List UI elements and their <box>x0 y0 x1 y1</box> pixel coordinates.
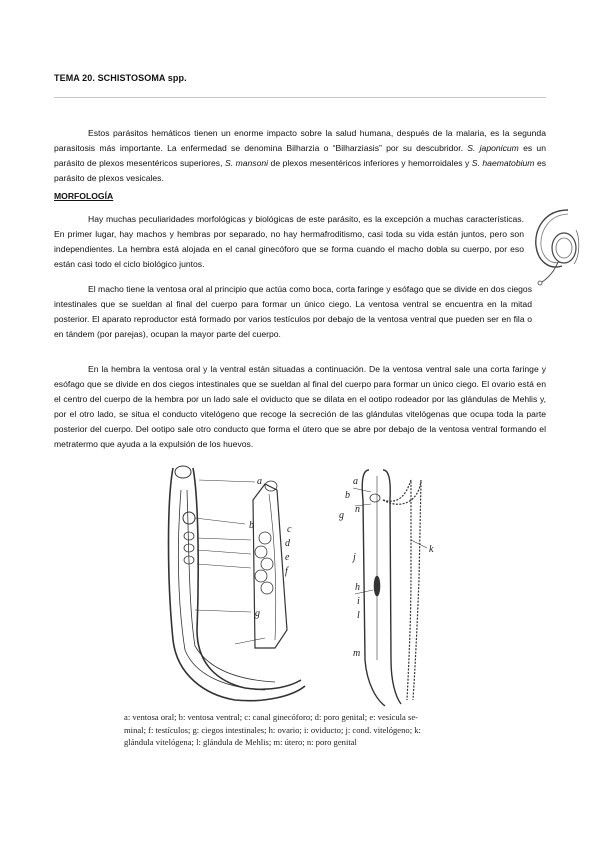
label-d-left: d <box>285 538 290 549</box>
macho-paragraph <box>54 282 532 342</box>
label-f-left: f <box>285 566 288 577</box>
label-b-left: b <box>249 520 254 531</box>
hembra-text: En la hembra la ventosa oral y la ventral están situadas a continuación. De la ventosa ventral sale una corta faringe y esófago que se divide en dos ciegos intestinales que se sueldan al final del cuerpo para formar un único ciego. El ovario está en el centro del cuerpo de la hembra por un lado sale el oviducto que se dilata en el ootipo rodeador por las glándulas de Mehlis y, por el otro lado, se situa el conducto vitelógeno que recoge la secreción de las glándulas vitelógenas que ocupa toda la parte posterior del cuerpo. Del ootipo sale otro conducto que forma el útero que se abre por debajo de la ventosa ventral formando el metratermo que ayuda a la expulsión de los huevos. <box>54 364 546 450</box>
intro-text-4: es parásito de plexos vesicales. <box>54 158 547 184</box>
caption-line-1: a: ventosa oral; b: ventosa ventral; c: canal ginecóforo; d: poro genital; e: vesícula se- <box>124 712 418 722</box>
label-i-right: i <box>357 596 360 607</box>
caption-line-3: glándula vitelógena; l: glándula de Mehlis; m: útero; n: poro genital <box>124 737 357 748</box>
species-japonicum: S. japonicum <box>467 143 519 154</box>
figure-caption <box>124 711 544 749</box>
intro-paragraph <box>54 126 546 186</box>
section-heading-morfologia: MORFOLOGÍA <box>54 191 114 201</box>
caption-line-2: minal; f: testículos; g: ciegos intestinales; h: ovario; i: oviducto; j: cond. vitelógeno; k: <box>124 724 421 735</box>
label-n-right: n <box>355 504 360 515</box>
label-h-right: h <box>355 582 360 593</box>
macho-text: El macho tiene la ventosa oral al principio que actúa como boca, corta faringe y esófago que se divide en dos ciegos intestinales que se sueldan al final del cuerpo para formar un único ciego. La ventosa ventral se encuentra en la mitad posterior. El aparato reproductor está formado por varios testículos por debajo de la ventosa ventral que pueden ser en fila o en tándem (por parejas), ocupan la mayor parte del cuerpo. <box>54 284 532 340</box>
label-a-right: a <box>353 476 358 487</box>
schistosoma-anatomy-figure <box>115 460 535 710</box>
morfologia-text: Hay muchas peculiaridades morfológicas y biológicas de este parásito, es la excepción a muchas características. En primer lugar, hay machos y hembras por separado, no hay hermafroditismo, casi toda su vida están juntos, pero son independientes. La hembra está alojada en el canal ginecóforo que se forma cuando el macho dobla su cuerpo, por eso están casi todo el ciclo biológico juntos. <box>54 214 524 270</box>
label-l-right: l <box>357 610 360 621</box>
label-g-right: g <box>339 510 344 521</box>
intro-text-3: de plexos mesentéricos inferiores y hemorroidales y <box>268 158 472 169</box>
species-haematobium: S. haematobium <box>471 158 535 169</box>
document-title: TEMA 20. SCHISTOSOMA spp. <box>54 73 187 83</box>
morfologia-paragraph <box>54 212 524 272</box>
male-female-specimen <box>169 466 306 701</box>
label-j-right: j <box>353 552 356 563</box>
label-a-left: a <box>257 476 262 487</box>
label-m-right: m <box>353 648 361 659</box>
intro-text-2: es un parásito de plexos mesentéricos superiores, <box>54 143 546 169</box>
intro-text-1: Estos parásitos hemáticos tienen un enorme impacto sobre la salud humana, después de la malaria, es la segunda parasitosis más importante. La enfermedad se denomina Bilharzia o “Bilharziasis” por su descubridor. <box>54 128 546 154</box>
schistosome-pair-illustration <box>528 204 584 286</box>
label-k-right: k <box>429 544 434 555</box>
hembra-paragraph <box>54 362 546 453</box>
header-divider <box>54 97 546 98</box>
female-specimen <box>353 470 427 706</box>
label-c-left: c <box>287 524 292 535</box>
label-b-right: b <box>345 490 350 501</box>
label-e-left: e <box>285 552 290 563</box>
label-g-left: g <box>255 608 260 619</box>
species-mansoni: S. mansoni <box>224 158 269 169</box>
